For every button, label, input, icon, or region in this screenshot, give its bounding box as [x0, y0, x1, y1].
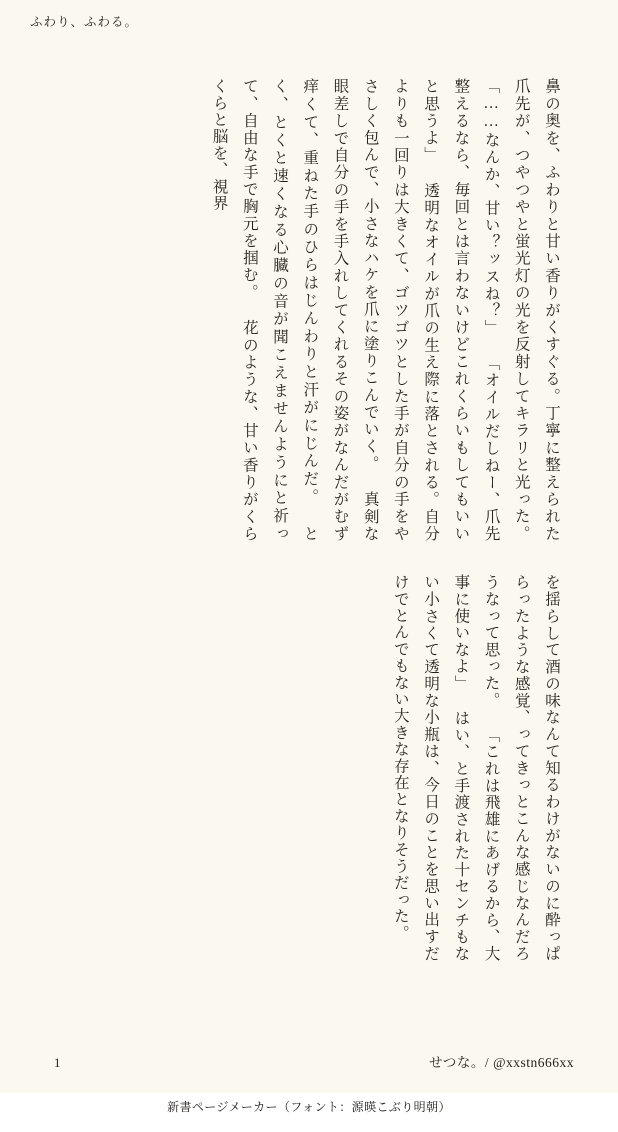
page-title: ふわり、ふわる。: [30, 15, 139, 29]
vertical-text-area: [28, 26, 590, 1036]
generator-caption: 新書ページメーカー（フォント：源暎こぶり明朝）: [167, 1100, 451, 1114]
body-text-lower: を揺らして酒の味なんて知るわけがないのに酔っぱらったような感覚、ってきっとこんな感じなんだろうなって思った。 「これは飛雄にあげるから、大事に使いなよ」 はい、と手渡された十センチもない小さくて透明な小瓶は、今日のことを思い出すだけでとんでもない大きな存在となりそうだった。: [391, 574, 560, 962]
page-footer: [0, 1049, 618, 1071]
page-number: 1: [54, 1055, 61, 1070]
body-text-upper: 鼻の奥を、ふわりと甘い香りがくすぐる。丁寧に整えられた爪先が、つやつやと蛍光灯の光を反射してキラリと光った。 「……なんか、甘い？ッスね？」 「オイルだしねー、爪先整えるなら、毎回とは言わないけどこれくらいもしてもいいと思うよ」 透明なオイルが爪の生え際に落とされる。自分よりも一回りは大きくて、ゴツゴツとした手が自分の手をやさしく包んで、小さなハケを爪に塗りこんでいく。 真剣な眼差しで自分の手を手入れしてくれるその姿がなんだがむず痒くて、重ねた手のひらはじんわりと汗がにじんだ。 とく、とくと速くなる心臓の音が聞こえませんようにと祈って、自由な手で胸元を掴む。 花のような、甘い香りがくらくらと脳を、視界: [210, 78, 560, 542]
author-byline: せつな。/ @xxstn666xx: [428, 1055, 574, 1070]
